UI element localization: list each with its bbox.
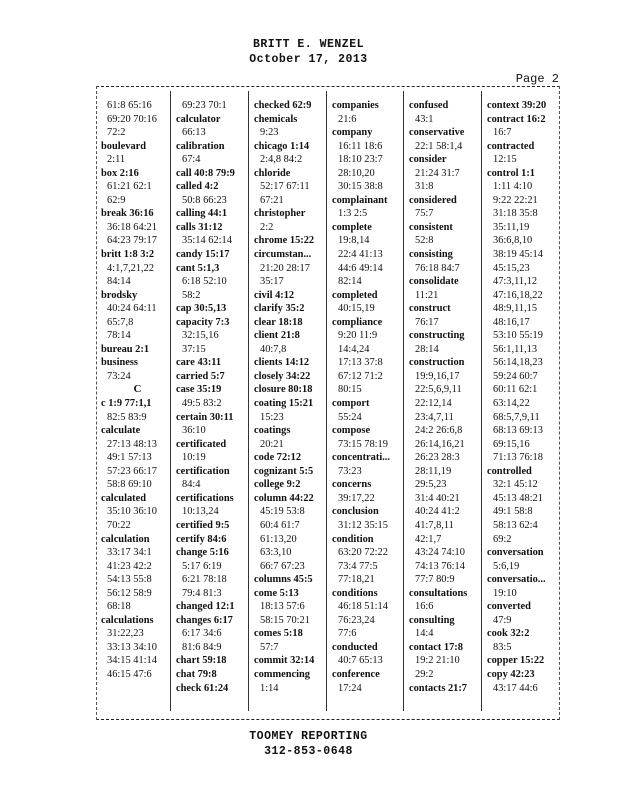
page-line-ref: 47:16,18,22 xyxy=(493,289,543,301)
page-line-ref: 84:4 xyxy=(182,479,201,491)
index-term: columns 45:5 xyxy=(254,574,313,586)
page-line-ref: 76:17 xyxy=(415,316,439,328)
page-line-ref: 40:7 65:13 xyxy=(338,655,383,667)
page-line-ref: 9:23 xyxy=(260,127,279,139)
index-term: cognizant 5:5 xyxy=(254,465,314,477)
page-line-ref: 6:21 78:18 xyxy=(182,574,227,586)
index-term: coating 15:21 xyxy=(254,398,314,410)
index-term: companies xyxy=(332,100,379,111)
page-line-ref: 80:15 xyxy=(338,384,362,396)
index-term: calculations xyxy=(101,614,154,626)
index-term: conclusion xyxy=(332,506,379,518)
page-line-ref: 67:4 xyxy=(182,154,201,166)
page-line-ref: 69:15,16 xyxy=(493,438,530,450)
index-term: certifications xyxy=(176,492,234,504)
page-line-ref: 40:15,19 xyxy=(338,303,375,315)
page-line-ref: 35:14 62:14 xyxy=(182,235,232,247)
index-term: contact 17:8 xyxy=(409,641,463,653)
page-number: Page 2 xyxy=(515,72,559,86)
page-line-ref: 19:2 21:10 xyxy=(415,655,460,667)
page-line-ref: 21:24 31:7 xyxy=(415,167,460,179)
index-term: candy 15:17 xyxy=(176,249,230,261)
page-line-ref: 16:6 xyxy=(415,601,434,613)
page-line-ref: 36:10 xyxy=(182,425,206,437)
page-line-ref: 2:4,8 84:2 xyxy=(260,154,303,166)
page-line-ref: 34:15 41:14 xyxy=(107,655,157,667)
page-line-ref: 84:14 xyxy=(107,276,131,288)
column-divider xyxy=(403,91,404,711)
page-line-ref: 79:4 81:3 xyxy=(182,587,222,599)
page-line-ref: 48:9,11,15 xyxy=(493,303,538,315)
page-line-ref: 31:4 40:21 xyxy=(415,492,460,504)
page-line-ref: 15:23 xyxy=(260,411,284,423)
index-term: chat 79:8 xyxy=(176,668,217,680)
index-term: company xyxy=(332,127,373,139)
index-term: converted xyxy=(487,601,531,613)
page-line-ref: 56:12 58:9 xyxy=(107,587,152,599)
index-term: case 35:19 xyxy=(176,384,222,396)
index-term: changes 6:17 xyxy=(176,614,233,626)
column-divider xyxy=(170,91,171,711)
index-term: constructing xyxy=(409,330,465,342)
page-line-ref: 31:12 35:15 xyxy=(338,519,388,531)
page-line-ref: 29:2 xyxy=(415,668,434,680)
page-line-ref: 69:2 xyxy=(493,533,512,545)
page-line-ref: 64:23 79:17 xyxy=(107,235,157,247)
page-line-ref: 40:24 64:11 xyxy=(107,303,157,315)
index-term: civil 4:12 xyxy=(254,289,295,301)
index-term: boulevard xyxy=(101,140,147,152)
page-line-ref: 22:1 58:1,4 xyxy=(415,140,463,152)
page-line-ref: 38:19 45:14 xyxy=(493,249,543,261)
page-line-ref: 68:5,7,9,11 xyxy=(493,411,540,423)
page-line-ref: 32:1 45:12 xyxy=(493,479,538,491)
page-line-ref: 47:3,11,12 xyxy=(493,276,538,288)
index-column-5 xyxy=(407,99,484,713)
page-line-ref: 37:15 xyxy=(182,343,206,355)
page-line-ref: 19:10 xyxy=(493,587,517,599)
page-line-ref: 46:15 47:6 xyxy=(107,668,152,680)
index-term: client 21:8 xyxy=(254,330,300,342)
index-term: brodsky xyxy=(101,289,138,301)
page-line-ref: 63:3,10 xyxy=(260,547,292,559)
index-term: circumstan... xyxy=(254,249,312,261)
page-line-ref: 28:14 xyxy=(415,343,439,355)
page-line-ref: 33:13 34:10 xyxy=(107,641,157,653)
page-line-ref: 56:1,11,13 xyxy=(493,343,538,355)
index-term: c 1:9 77:1,1 xyxy=(101,398,152,410)
index-term: construction xyxy=(409,357,465,369)
index-term: conditions xyxy=(332,587,378,599)
page-line-ref: 17:13 37:8 xyxy=(338,357,383,369)
index-term: clear 18:18 xyxy=(254,316,303,328)
index-term: commencing xyxy=(254,668,310,680)
index-term: context 39:20 xyxy=(487,100,547,111)
page-line-ref: 43:17 44:6 xyxy=(493,682,538,694)
page-line-ref: 43:1 xyxy=(415,113,434,125)
page-line-ref: 60:4 61:7 xyxy=(260,519,300,531)
page-line-ref: 1:14 xyxy=(260,682,279,694)
page-line-ref: 49:5 83:2 xyxy=(182,398,222,410)
page-line-ref: 27:13 48:13 xyxy=(107,438,157,450)
index-column-6 xyxy=(485,99,562,713)
index-term: chloride xyxy=(254,167,291,179)
index-term: copper 15:22 xyxy=(487,655,545,667)
page-line-ref: 45:19 53:8 xyxy=(260,506,305,518)
index-term: complainant xyxy=(332,194,388,206)
index-term: bureau 2:1 xyxy=(101,343,150,355)
index-term: calibration xyxy=(176,140,225,152)
page-line-ref: 69:23 70:1 xyxy=(182,100,227,111)
page-line-ref: 49:1 57:13 xyxy=(107,452,152,464)
page-line-ref: 68:13 69:13 xyxy=(493,425,543,437)
page-line-ref: 57:7 xyxy=(260,641,279,653)
index-term: contract 16:2 xyxy=(487,113,546,125)
index-term: conversation xyxy=(487,547,544,559)
page-line-ref: 20:21 xyxy=(260,438,284,450)
page-line-ref: 77:6 xyxy=(338,628,357,640)
index-term: conservative xyxy=(409,127,465,139)
page-line-ref: 42:1,7 xyxy=(415,533,442,545)
index-term: capacity 7:3 xyxy=(176,316,230,328)
page-line-ref: 1:3 2:5 xyxy=(338,208,368,220)
index-term: consolidate xyxy=(409,276,459,288)
page-line-ref: 6:18 52:10 xyxy=(182,276,227,288)
page-line-ref: 35:10 36:10 xyxy=(107,506,157,518)
page-line-ref: 33:17 34:1 xyxy=(107,547,152,559)
page-line-ref: 71:13 76:18 xyxy=(493,452,543,464)
index-term: christopher xyxy=(254,208,306,220)
page-line-ref: 76:18 84:7 xyxy=(415,262,460,274)
page-line-ref: 40:7,8 xyxy=(260,343,287,355)
page-line-ref: 57:23 66:17 xyxy=(107,465,157,477)
index-term: consider xyxy=(409,154,447,166)
index-term: business xyxy=(101,357,138,369)
page-line-ref: 83:5 xyxy=(493,641,512,653)
page-line-ref: 54:13 55:8 xyxy=(107,574,152,586)
page-line-ref: 16:7 xyxy=(493,127,512,139)
index-term: conversatio... xyxy=(487,574,546,586)
index-column-4 xyxy=(330,99,407,713)
reporting-company: TOOMEY REPORTING xyxy=(249,730,368,743)
index-term: closely 34:22 xyxy=(254,370,311,382)
page-line-ref: 67:12 71:2 xyxy=(338,370,383,382)
index-term: college 9:2 xyxy=(254,479,301,491)
page-line-ref: 10:19 xyxy=(182,452,206,464)
index-term: conference xyxy=(332,668,380,680)
page-line-ref: 61:21 62:1 xyxy=(107,181,152,193)
page-line-ref: 19:8,14 xyxy=(338,235,370,247)
page-line-ref: 58:2 xyxy=(182,289,201,301)
page-line-ref: 36:6,8,10 xyxy=(493,235,533,247)
page-line-ref: 10:13,24 xyxy=(182,506,219,518)
page-line-ref: 56:14,18,23 xyxy=(493,357,543,369)
reporting-phone: 312-853-0648 xyxy=(264,745,353,758)
page-line-ref: 24:2 26:6,8 xyxy=(415,425,463,437)
index-term: checked 62:9 xyxy=(254,100,312,111)
index-column-2 xyxy=(174,99,251,713)
page-line-ref: 23:4,7,11 xyxy=(415,411,454,423)
page-line-ref: 1:11 4:10 xyxy=(493,181,533,193)
index-term: clarify 35:2 xyxy=(254,303,305,315)
index-column-1 xyxy=(99,99,176,713)
page-line-ref: 73:23 xyxy=(338,465,362,477)
page-line-ref: 41:23 42:2 xyxy=(107,560,152,572)
index-term: calculator xyxy=(176,113,221,125)
page-line-ref: 66:13 xyxy=(182,127,206,139)
page-line-ref: 43:24 74:10 xyxy=(415,547,465,559)
page-line-ref: 16:11 18:6 xyxy=(338,140,383,152)
index-term: call 40:8 79:9 xyxy=(176,167,235,179)
index-term: certain 30:11 xyxy=(176,411,234,423)
index-term: confused xyxy=(409,100,449,111)
page-line-ref: 52:17 67:11 xyxy=(260,181,310,193)
page-line-ref: 53:10 55:19 xyxy=(493,330,543,342)
index-term: certify 84:6 xyxy=(176,533,227,545)
page-line-ref: 14:4,24 xyxy=(338,343,370,355)
page-line-ref: 9:20 11:9 xyxy=(338,330,378,342)
page-line-ref: 32:15,16 xyxy=(182,330,219,342)
index-term: cant 5:1,3 xyxy=(176,262,220,274)
page-line-ref: 21:20 28:17 xyxy=(260,262,310,274)
page-line-ref: 69:20 70:16 xyxy=(107,113,157,125)
column-divider xyxy=(481,91,482,711)
column-divider xyxy=(248,91,249,711)
index-term: britt 1:8 3:2 xyxy=(101,249,155,261)
index-term: calling 44:1 xyxy=(176,208,228,220)
page-line-ref: 18:13 57:6 xyxy=(260,601,305,613)
page-line-ref: 36:18 64:21 xyxy=(107,221,157,233)
page-line-ref: 50:8 66:23 xyxy=(182,194,227,206)
page-line-ref: 66:7 67:23 xyxy=(260,560,305,572)
index-term: changed 12:1 xyxy=(176,601,235,613)
index-term: controlled xyxy=(487,465,532,477)
page-line-ref: 75:7 xyxy=(415,208,434,220)
index-term: condition xyxy=(332,533,374,545)
page-line-ref: 55:24 xyxy=(338,411,362,423)
page-line-ref: 77:7 80:9 xyxy=(415,574,455,586)
page-line-ref: 65:7,8 xyxy=(107,316,134,328)
page-line-ref: 39:17,22 xyxy=(338,492,375,504)
index-term: compliance xyxy=(332,316,383,328)
page-line-ref: 74:13 76:14 xyxy=(415,560,465,572)
index-term: complete xyxy=(332,221,372,233)
page-line-ref: 47:9 xyxy=(493,614,512,626)
index-term: concerns xyxy=(332,479,372,491)
page-line-ref: 60:11 62:1 xyxy=(493,384,538,396)
page-line-ref: 22:12,14 xyxy=(415,398,452,410)
index-term: control 1:1 xyxy=(487,167,536,179)
index-term: copy 42:23 xyxy=(487,668,535,680)
index-term: considered xyxy=(409,194,457,206)
page-line-ref: 11:21 xyxy=(415,289,439,301)
page-line-ref: 31:8 xyxy=(415,181,434,193)
page-line-ref: 76:23,24 xyxy=(338,614,375,626)
page-line-ref: 19:9,16,17 xyxy=(415,370,460,382)
index-term: commit 32:14 xyxy=(254,655,315,667)
page-line-ref: 58:15 70:21 xyxy=(260,614,310,626)
page-line-ref: 81:6 84:9 xyxy=(182,641,222,653)
page-line-ref: 45:13 48:21 xyxy=(493,492,543,504)
index-term: cap 30:5,13 xyxy=(176,303,227,315)
index-term: consistent xyxy=(409,221,453,233)
index-term: cook 32:2 xyxy=(487,628,530,640)
page-line-ref: 58:8 69:10 xyxy=(107,479,152,491)
index-term: clients 14:12 xyxy=(254,357,310,369)
index-term: compose xyxy=(332,425,371,437)
index-term: chemicals xyxy=(254,113,298,125)
page-line-ref: 2:11 xyxy=(107,154,126,166)
page-line-ref: 21:6 xyxy=(338,113,357,125)
index-term: box 2:16 xyxy=(101,167,139,179)
page-line-ref: 77:18,21 xyxy=(338,574,375,586)
index-term: chart 59:18 xyxy=(176,655,227,667)
index-term: chrome 15:22 xyxy=(254,235,315,247)
index-term: break 36:16 xyxy=(101,208,154,220)
page-line-ref: 78:14 xyxy=(107,330,131,342)
page-line-ref: 31:22,23 xyxy=(107,628,144,640)
page-line-ref: 63:14,22 xyxy=(493,398,530,410)
page-line-ref: 73:24 xyxy=(107,370,131,382)
page-line-ref: 82:5 83:9 xyxy=(107,411,147,423)
index-term: contracted xyxy=(487,140,535,152)
page-line-ref: 22:5,6,9,11 xyxy=(415,384,462,396)
index-term: contacts 21:7 xyxy=(409,682,468,694)
page-line-ref: 4:1,7,21,22 xyxy=(107,262,155,274)
index-term: calculation xyxy=(101,533,150,545)
index-term: carried 5:7 xyxy=(176,370,225,382)
index-frame xyxy=(96,86,560,720)
index-term: calculated xyxy=(101,492,147,504)
page-line-ref: 59:24 60:7 xyxy=(493,370,538,382)
index-term: care 43:11 xyxy=(176,357,222,369)
page-line-ref: 12:15 xyxy=(493,154,517,166)
page-line-ref: 73:4 77:5 xyxy=(338,560,378,572)
page-line-ref: 73:15 78:19 xyxy=(338,438,388,450)
page-line-ref: 68:18 xyxy=(107,601,131,613)
page-line-ref: 5:6,19 xyxy=(493,560,520,572)
page-line-ref: 63:20 72:22 xyxy=(338,547,388,559)
page-line-ref: 52:8 xyxy=(415,235,434,247)
index-term: column 44:22 xyxy=(254,492,314,504)
page-line-ref: 31:18 35:8 xyxy=(493,208,538,220)
index-term: comport xyxy=(332,398,370,410)
index-term: change 5:16 xyxy=(176,547,229,559)
deposition-date: October 17, 2013 xyxy=(249,53,368,66)
page-line-ref: 49:1 58:8 xyxy=(493,506,533,518)
page-line-ref: 28:10,20 xyxy=(338,167,375,179)
page-line-ref: 82:14 xyxy=(338,276,362,288)
page-line-ref: 41:7,8,11 xyxy=(415,519,454,531)
page-line-ref: 67:21 xyxy=(260,194,284,206)
index-term: comes 5:18 xyxy=(254,628,303,640)
section-letter: C xyxy=(133,383,142,396)
index-term: completed xyxy=(332,289,378,301)
index-term: construct xyxy=(409,303,451,315)
index-term: concentrati... xyxy=(332,452,390,464)
index-term: coatings xyxy=(254,425,291,437)
index-term: certificated xyxy=(176,438,227,450)
index-term: called 4:2 xyxy=(176,181,219,193)
page-line-ref: 35:11,19 xyxy=(493,221,530,233)
page-line-ref: 29:5,23 xyxy=(415,479,447,491)
page-line-ref: 70:22 xyxy=(107,519,131,531)
page-line-ref: 72:2 xyxy=(107,127,126,139)
index-term: consulting xyxy=(409,614,455,626)
index-term: conducted xyxy=(332,641,378,653)
page-line-ref: 46:18 51:14 xyxy=(338,601,388,613)
page-line-ref: 26:23 28:3 xyxy=(415,452,460,464)
index-term: certified 9:5 xyxy=(176,519,230,531)
page-line-ref: 28:11,19 xyxy=(415,465,452,477)
page-line-ref: 22:4 41:13 xyxy=(338,249,383,261)
page-line-ref: 40:24 41:2 xyxy=(415,506,460,518)
index-term: chicago 1:14 xyxy=(254,140,310,152)
page-line-ref: 35:17 xyxy=(260,276,284,288)
index-term: consultations xyxy=(409,587,468,599)
index-term: come 5:13 xyxy=(254,587,299,599)
index-term: closure 80:18 xyxy=(254,384,313,396)
index-term: check 61:24 xyxy=(176,682,229,694)
index-column-3 xyxy=(252,99,329,713)
index-term: calls 31:12 xyxy=(176,221,223,233)
page-line-ref: 18:10 23:7 xyxy=(338,154,383,166)
deponent-name: BRITT E. WENZEL xyxy=(252,38,365,51)
page-line-ref: 48:16,17 xyxy=(493,316,530,328)
index-term: certification xyxy=(176,465,230,477)
column-divider xyxy=(326,91,327,711)
page-line-ref: 44:6 49:14 xyxy=(338,262,383,274)
page-line-ref: 58:13 62:4 xyxy=(493,519,538,531)
page-line-ref: 2:2 xyxy=(260,221,274,233)
page-line-ref: 62:9 xyxy=(107,194,126,206)
page-line-ref: 14:4 xyxy=(415,628,434,640)
page-line-ref: 61:13,20 xyxy=(260,533,297,545)
page-line-ref: 45:15,23 xyxy=(493,262,530,274)
index-term: calculate xyxy=(101,425,141,437)
page-line-ref: 5:17 6:19 xyxy=(182,560,222,572)
page-line-ref: 30:15 38:8 xyxy=(338,181,383,193)
index-term: code 72:12 xyxy=(254,452,302,464)
page-line-ref: 6:17 34:6 xyxy=(182,628,222,640)
page-line-ref: 17:24 xyxy=(338,682,362,694)
index-term: consisting xyxy=(409,249,453,261)
page-line-ref: 61:8 65:16 xyxy=(107,100,152,111)
page-line-ref: 9:22 22:21 xyxy=(493,194,538,206)
page-line-ref: 26:14,16,21 xyxy=(415,438,465,450)
